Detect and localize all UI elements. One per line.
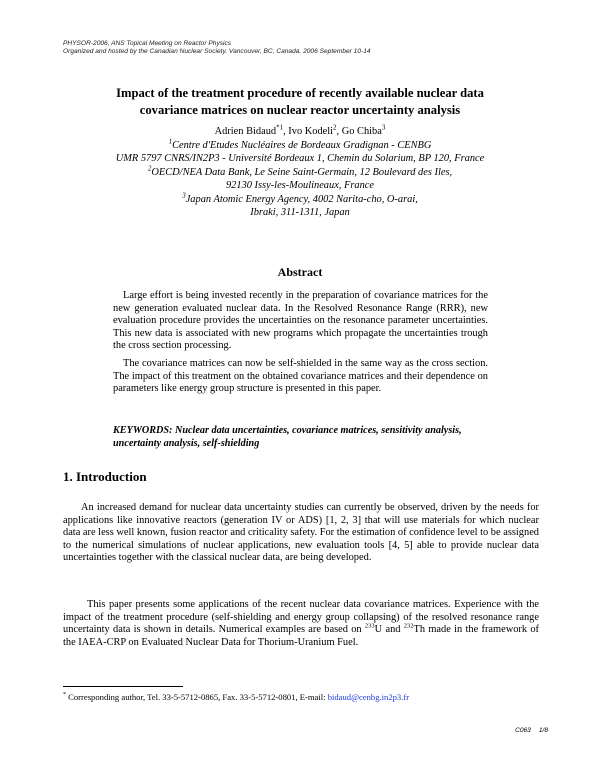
author-1: Adrien Bidaud [214, 126, 277, 137]
author-2: , Ivo Kodeli [283, 126, 334, 137]
aff3-text: Japan Atomic Energy Agency, 4002 Narita-cho, O-arai, [185, 193, 418, 205]
author-list [60, 125, 540, 139]
abstract-heading: Abstract [277, 265, 323, 279]
keywords: KEYWORDS: Nuclear data uncertainties, covariance matrices, sensitivity analysis, uncertainty analysis, self-shielding [113, 425, 462, 449]
aff2-text: OECD/NEA Data Bank, Le Seine Saint-Germain, 12 Boulevard des Iles, [151, 166, 453, 178]
affiliation-2-line1 [60, 166, 540, 180]
aff2-sup: 2 [147, 164, 152, 173]
intro-p2-sup-232: 232 [403, 622, 414, 630]
paper-title [60, 85, 540, 119]
author-block [60, 125, 540, 220]
footnote-text: Corresponding author, Tel. 33-5-5712-0865, Fax. 33-5-5712-0801, E-mail: [66, 692, 328, 702]
paper-code: C063 [515, 727, 531, 734]
email-link[interactable]: bidaud@cenbg.in2p3.fr [327, 692, 410, 702]
intro-p2-text-c: Th made in the framework of the IAEA-CRP on Evaluated Nuclear Data for Thorium-Uranium Fuel. [63, 624, 540, 648]
affiliation-3-line2: Ibraki, 311-1311, Japan [250, 207, 350, 218]
abstract-paragraph-1: Large effort is being invested recently in the preparation of covariance matrices for the new generation evaluated nuclear data. In the Resolved Resonance Range (RRR), new evaluation procedure provides the uncertainties on the resonance parameter uncertainties. This new data is associated with new programs which propagate the uncertainties trough the cross section processing. [113, 290, 488, 351]
affiliation-1-line2: UMR 5797 CNRS/IN2P3 - Université Bordeaux 1, Chemin du Solarium, BP 120, France [115, 153, 485, 164]
intro-p2-text-b: U and [374, 624, 404, 635]
conference-header-line1: PHYSOR-2006, ANS Topical Meeting on Reactor Physics [63, 40, 232, 47]
section-heading-introduction: 1. Introduction [63, 469, 147, 484]
title-line2: covariance matrices on nuclear reactor uncertainty analysis [139, 103, 461, 117]
intro-p2-text-a: This paper presents some applications of the recent nuclear data covariance matrices. Experience with the impact of the treatment procedure (self-shielding and energy group collapsing) of the resolved resonance range uncertainty data is shown in details. Numerical examples are based on [63, 599, 539, 635]
abstract-paragraph-2: The covariance matrices can now be self-shielded in the same way as the cross section. The impact of this treatment on the obtained covariance matrices and their dependence on parameters like energy group structure is presented in this paper. [113, 358, 488, 394]
footnote-rule [63, 686, 183, 687]
author-3-sup: 3 [381, 123, 386, 132]
affiliation-1-line1 [60, 139, 540, 153]
affiliation-2-line2: 92130 Issy-les-Moulineaux, France [225, 180, 375, 191]
aff3-sup: 3 [182, 191, 186, 200]
page-footer [507, 727, 548, 734]
intro-paragraph-1: An increased demand for nuclear data uncertainty studies can currently be observed, driven by the needs for applications like innovative reactors (generation IV or ADS) [1, 2, 3] that will use materials for which nuclear data are less well known, fusion reactor and criticality safety. For the estimation of confidence level to be assigned to the numerical simulations of nuclear applications, new evaluation tools [4, 5] able to provide nuclear data uncertainties together with the classical nuclear data, are being developed. [63, 502, 539, 563]
intro-paragraph-2 [63, 599, 539, 649]
author-2-sup: 2 [333, 123, 337, 132]
intro-p2-sup-233: 233 [364, 622, 375, 630]
page-number: 1/8 [538, 727, 548, 734]
conference-header-line2: Organized and hosted by the Canadian Nuclear Society. Vancouver, BC, Canada. 2006 September 10-14 [63, 48, 371, 55]
aff1-text: Centre d'Etudes Nucléaires de Bordeaux Gradignan - CENBG [172, 139, 432, 151]
footnote [63, 692, 409, 702]
footnote-mark: * [63, 692, 66, 699]
affiliation-3-line1 [60, 193, 540, 207]
title-line1: Impact of the treatment procedure of recently available nuclear data [116, 86, 484, 100]
author-3: , Go Chiba [336, 126, 382, 137]
aff1-sup: 1 [168, 137, 173, 146]
author-1-sup: *1 [276, 123, 284, 132]
